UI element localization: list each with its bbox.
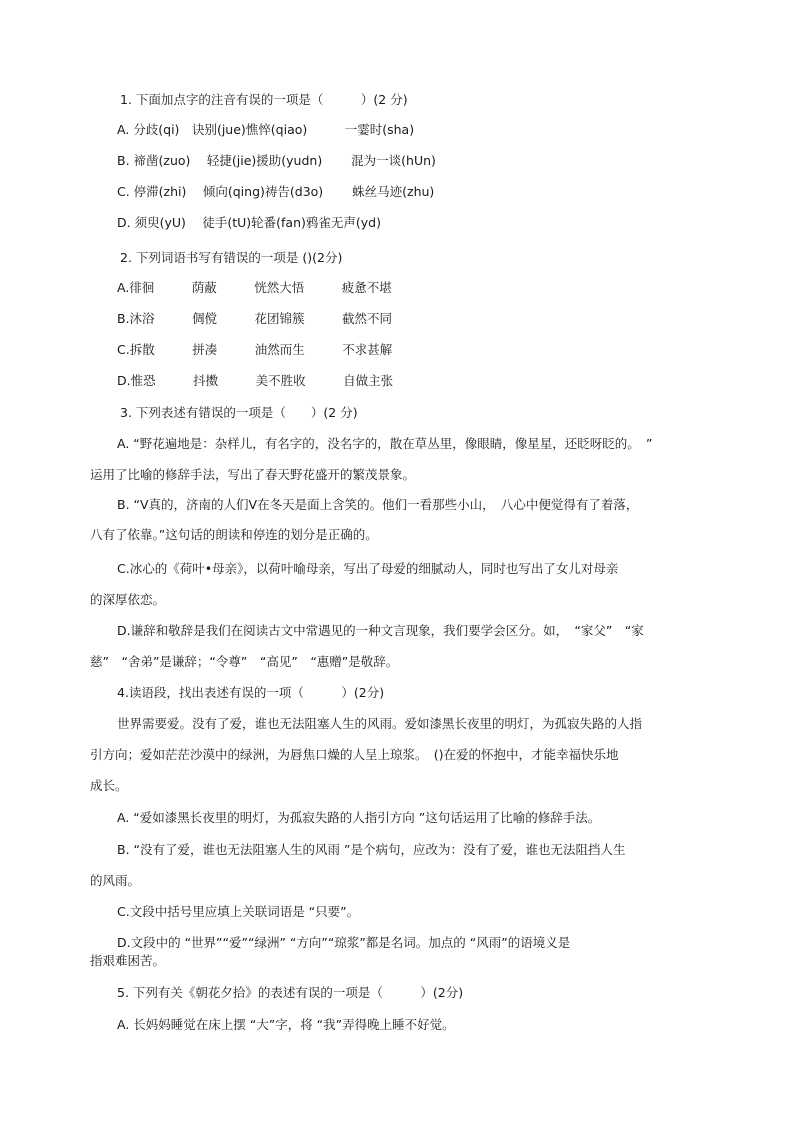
q3-option-b-line2: 八有了依靠。”这句话的朗读和停连的划分是正确的。	[90, 527, 378, 542]
q4-option-b-line2: 的风雨。	[90, 873, 141, 888]
q4-option-c: C.文段中括号里应填上关联词语是 “只要”。	[117, 904, 360, 919]
q1-stem: 1. 下面加点字的注音有误的一项是（ ）(2 分)	[120, 92, 408, 107]
q3-option-a-line1: A. “野花遍地是：杂样儿，有名字的，没名字的，散在草丛里，像眼睛，像星星，还眨呀眨的。 ”	[117, 436, 653, 451]
q5-option-a: A. 长妈妈睡觉在床上摆 “大”字，将 “我”弄得晚上睡不好觉。	[117, 1017, 455, 1032]
q3-option-c-line1: C.冰心的《荷叶•母亲》，以荷叶喻母亲，写出了母爱的细腻动人，同时也写出了女儿对母亲	[117, 561, 619, 576]
q4-stem: 4.读语段，找出表述有误的一项（ ）(2分)	[117, 685, 385, 700]
q2-option-d: D.惟恐 抖擞 美不胜收 自做主张	[117, 373, 394, 388]
q3-option-d-line2: 慈” “舍弟”是谦辞；“令尊” “高见” “惠赠”是敬辞。	[90, 654, 399, 669]
q2-option-b: B.沐浴 倜傥 花团锦簇 截然不同	[117, 311, 393, 326]
q2-stem: 2. 下列词语书写有错误的一项是 ()(2分)	[120, 250, 343, 265]
q1-option-d: D. 须臾(yU) 徒手(tU)轮番(fan)鸦雀无声(yd)	[117, 215, 381, 230]
q4-option-d-line2: 指艰难困苦。	[90, 953, 166, 968]
q4-option-b-line1: B. “没有了爱，谁也无法阻塞人生的风雨 ”是个病句，应改为：没有了爱，谁也无法阻挡人生	[117, 842, 626, 857]
q4-passage-line3: 成长。	[90, 778, 128, 793]
q4-passage-line2: 引方向；爱如茫茫沙漠中的绿洲，为唇焦口燥的人呈上琼浆。 ()在爱的怀抱中，才能幸福快乐地	[90, 747, 619, 762]
q3-option-d-line1: D.谦辞和敬辞是我们在阅读古文中常遇见的一种文言现象，我们要学会区分。如， “家父” “家	[117, 623, 644, 638]
q2-option-a: A.徘徊 荫蔽 恍然大悟 疲惫不堪	[117, 280, 392, 295]
q1-option-b: B. 禘凿(zuo) 轻捷(jie)援助(yudn) 混为一谈(hUn)	[117, 153, 436, 168]
q3-option-c-line2: 的深厚依恋。	[90, 592, 166, 607]
q1-option-c: C. 停滞(zhi) 倾向(qing)祷告(d3o) 蛛丝马迹(zhu)	[117, 184, 435, 199]
q3-option-b-line1: B. “V真的，济南的人们V在冬天是面上含笑的。他们一看那些小山， 八心中便觉得有了着落，	[117, 497, 639, 512]
q5-stem: 5. 下列有关《朝花夕拾》的表述有误的一项是（ ）(2分)	[117, 985, 464, 1000]
q2-option-c: C.拆散 拼凑 油然而生 不求甚解	[117, 342, 393, 357]
q3-option-a-line2: 运用了比喻的修辞手法，写出了春天野花盛开的繁茂景象。	[90, 467, 416, 482]
q4-option-d-line1: D.文段中的 “世界”“爱”“绿洲” “方向”“琼浆”都是名词。加点的 “风雨”的语境义是	[117, 935, 571, 950]
q3-stem: 3. 下列表述有错误的一项是（ ）(2 分)	[120, 405, 358, 420]
q4-option-a: A. “爱如漆黑长夜里的明灯，为孤寂失路的人指引方向 ”这句话运用了比喻的修辞手法。	[117, 810, 601, 825]
q4-passage-line1: 世界需要爱。没有了爱，谁也无法阻塞人生的风雨。爱如漆黑长夜里的明灯，为孤寂失路的人指	[117, 716, 643, 731]
q1-option-a: A. 分歧(qi) 诀别(jue)憔悴(qiao) 一霎时(sha)	[117, 122, 415, 137]
